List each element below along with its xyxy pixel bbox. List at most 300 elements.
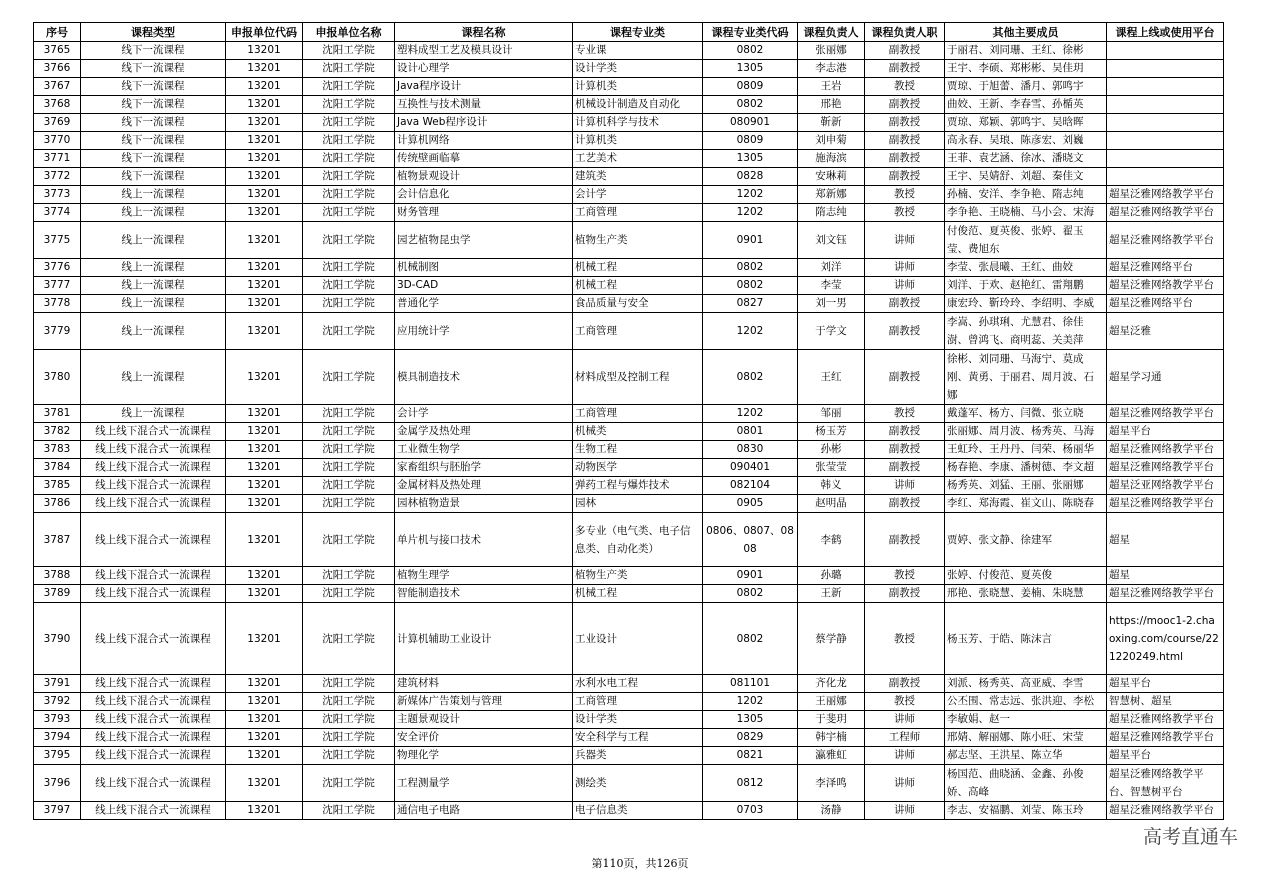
cell-unit-name: 沈阳工学院 <box>303 114 395 132</box>
cell-major-code: 0802 <box>703 277 798 295</box>
cell-major-code: 0802 <box>703 350 798 405</box>
cell-unit-name: 沈阳工学院 <box>303 222 395 259</box>
cell-platform: 超星泛雅网络平台 <box>1107 295 1224 313</box>
cell-unit-code: 13201 <box>226 802 303 820</box>
cell-course-name: 建筑材料 <box>395 675 573 693</box>
header-members: 其他主要成员 <box>945 23 1107 42</box>
cell-major-code: 0809 <box>703 132 798 150</box>
cell-platform: https://mooc1-2.chaoxing.com/course/221220249.html <box>1107 603 1224 675</box>
cell-leader-title: 教授 <box>865 603 945 675</box>
cell-leader-title: 教授 <box>865 78 945 96</box>
cell-seq: 3796 <box>34 765 81 802</box>
cell-platform <box>1107 96 1224 114</box>
cell-course-name: 安全评价 <box>395 729 573 747</box>
cell-course-type: 线上一流课程 <box>81 277 226 295</box>
cell-platform <box>1107 168 1224 186</box>
header-unit-name: 申报单位名称 <box>303 23 395 42</box>
cell-major-code: 0827 <box>703 295 798 313</box>
cell-leader-title: 副教授 <box>865 459 945 477</box>
header-course-name: 课程名称 <box>395 23 573 42</box>
cell-unit-code: 13201 <box>226 585 303 603</box>
cell-course-type: 线上一流课程 <box>81 186 226 204</box>
cell-platform: 超星泛雅网络教学平台 <box>1107 802 1224 820</box>
cell-major-class: 计算机类 <box>573 78 703 96</box>
cell-unit-code: 13201 <box>226 350 303 405</box>
cell-leader-title: 教授 <box>865 204 945 222</box>
cell-major-code: 0802 <box>703 96 798 114</box>
cell-major-code: 0801 <box>703 423 798 441</box>
cell-major-class: 园林 <box>573 495 703 513</box>
cell-course-name: 会计学 <box>395 405 573 423</box>
cell-seq: 3774 <box>34 204 81 222</box>
cell-members: 李志、安福鹏、刘莹、陈玉玲 <box>945 802 1107 820</box>
cell-course-type: 线上线下混合式一流课程 <box>81 675 226 693</box>
cell-course-type: 线下一流课程 <box>81 150 226 168</box>
cell-unit-code: 13201 <box>226 693 303 711</box>
cell-course-name: 通信电子电路 <box>395 802 573 820</box>
cell-unit-code: 13201 <box>226 259 303 277</box>
cell-leader: 刘文钰 <box>798 222 865 259</box>
cell-course-type: 线上线下混合式一流课程 <box>81 477 226 495</box>
cell-unit-code: 13201 <box>226 222 303 259</box>
cell-course-name: 互换性与技术测量 <box>395 96 573 114</box>
cell-unit-code: 13201 <box>226 441 303 459</box>
table-row <box>34 42 1224 60</box>
cell-unit-code: 13201 <box>226 186 303 204</box>
cell-unit-code: 13201 <box>226 114 303 132</box>
cell-unit-code: 13201 <box>226 477 303 495</box>
cell-leader: 杨玉芳 <box>798 423 865 441</box>
cell-seq: 3794 <box>34 729 81 747</box>
cell-seq: 3770 <box>34 132 81 150</box>
cell-course-name: 普通化学 <box>395 295 573 313</box>
cell-leader: 赵明晶 <box>798 495 865 513</box>
cell-major-class: 专业课 <box>573 42 703 60</box>
cell-unit-name: 沈阳工学院 <box>303 693 395 711</box>
cell-leader: 张莹莹 <box>798 459 865 477</box>
cell-unit-name: 沈阳工学院 <box>303 711 395 729</box>
cell-course-type: 线下一流课程 <box>81 132 226 150</box>
cell-seq: 3787 <box>34 513 81 567</box>
cell-course-name: 应用统计学 <box>395 313 573 350</box>
cell-unit-name: 沈阳工学院 <box>303 277 395 295</box>
table-row <box>34 204 1224 222</box>
cell-major-class: 弹药工程与爆炸技术 <box>573 477 703 495</box>
cell-leader-title: 讲师 <box>865 259 945 277</box>
cell-course-type: 线上一流课程 <box>81 295 226 313</box>
cell-members: 邢婧、解丽娜、陈小旺、宋莹 <box>945 729 1107 747</box>
cell-platform <box>1107 78 1224 96</box>
cell-leader: 王新 <box>798 585 865 603</box>
cell-seq: 3788 <box>34 567 81 585</box>
cell-major-class: 材料成型及控制工程 <box>573 350 703 405</box>
cell-seq: 3768 <box>34 96 81 114</box>
cell-leader-title: 教授 <box>865 567 945 585</box>
cell-major-class: 工商管理 <box>573 204 703 222</box>
cell-course-type: 线上一流课程 <box>81 222 226 259</box>
cell-course-type: 线上一流课程 <box>81 313 226 350</box>
cell-major-code: 1305 <box>703 150 798 168</box>
cell-leader: 李鹤 <box>798 513 865 567</box>
cell-platform: 超星泛雅网络教学平台 <box>1107 277 1224 295</box>
cell-course-name: 物理化学 <box>395 747 573 765</box>
cell-course-type: 线上线下混合式一流课程 <box>81 441 226 459</box>
cell-platform: 超星平台 <box>1107 675 1224 693</box>
cell-platform: 超星泛雅网络教学平台 <box>1107 405 1224 423</box>
cell-leader: 张丽娜 <box>798 42 865 60</box>
cell-major-class: 建筑类 <box>573 168 703 186</box>
cell-leader: 李泽鸣 <box>798 765 865 802</box>
cell-leader-title: 工程师 <box>865 729 945 747</box>
table-row <box>34 114 1224 132</box>
cell-unit-code: 13201 <box>226 78 303 96</box>
header-unit-code: 申报单位代码 <box>226 23 303 42</box>
cell-seq: 3776 <box>34 259 81 277</box>
cell-course-name: 机械制图 <box>395 259 573 277</box>
cell-members: 刘洋、于欢、赵艳红、雷翔鹏 <box>945 277 1107 295</box>
cell-unit-code: 13201 <box>226 42 303 60</box>
cell-major-code: 0821 <box>703 747 798 765</box>
cell-course-name: 会计信息化 <box>395 186 573 204</box>
cell-major-class: 机械设计制造及自动化 <box>573 96 703 114</box>
cell-course-name: 金属学及热处理 <box>395 423 573 441</box>
cell-unit-name: 沈阳工学院 <box>303 423 395 441</box>
table-row <box>34 96 1224 114</box>
cell-seq: 3781 <box>34 405 81 423</box>
cell-seq: 3793 <box>34 711 81 729</box>
cell-seq: 3779 <box>34 313 81 350</box>
cell-leader: 刘一男 <box>798 295 865 313</box>
cell-platform: 超星学习通 <box>1107 350 1224 405</box>
table-row <box>34 60 1224 78</box>
cell-members: 张婷、付俊范、夏英俊 <box>945 567 1107 585</box>
table-row <box>34 186 1224 204</box>
cell-major-class: 工商管理 <box>573 313 703 350</box>
cell-leader-title: 讲师 <box>865 277 945 295</box>
cell-major-code: 0806、0807、0808 <box>703 513 798 567</box>
cell-members: 王宇、李硕、郑彬彬、吴佳玥 <box>945 60 1107 78</box>
cell-leader: 瀛雅虹 <box>798 747 865 765</box>
cell-leader: 隋志纯 <box>798 204 865 222</box>
cell-leader: 李莹 <box>798 277 865 295</box>
cell-major-code: 0802 <box>703 259 798 277</box>
cell-major-class: 兵器类 <box>573 747 703 765</box>
header-major-code: 课程专业类代码 <box>703 23 798 42</box>
table-row <box>34 675 1224 693</box>
cell-unit-name: 沈阳工学院 <box>303 477 395 495</box>
cell-leader: 施海滨 <box>798 150 865 168</box>
cell-seq: 3766 <box>34 60 81 78</box>
cell-course-type: 线上线下混合式一流课程 <box>81 513 226 567</box>
cell-major-class: 测绘类 <box>573 765 703 802</box>
cell-leader-title: 副教授 <box>865 114 945 132</box>
header-major-class: 课程专业类 <box>573 23 703 42</box>
cell-course-name: 植物生理学 <box>395 567 573 585</box>
cell-platform: 超星 <box>1107 513 1224 567</box>
cell-major-code: 080901 <box>703 114 798 132</box>
cell-platform: 超星泛雅网络教学平台 <box>1107 711 1224 729</box>
cell-unit-code: 13201 <box>226 675 303 693</box>
cell-seq: 3783 <box>34 441 81 459</box>
cell-major-code: 0829 <box>703 729 798 747</box>
table-row <box>34 729 1224 747</box>
cell-course-type: 线上线下混合式一流课程 <box>81 495 226 513</box>
cell-unit-name: 沈阳工学院 <box>303 459 395 477</box>
cell-unit-name: 沈阳工学院 <box>303 513 395 567</box>
cell-course-name: 家畜组织与胚胎学 <box>395 459 573 477</box>
cell-major-code: 1305 <box>703 60 798 78</box>
cell-seq: 3790 <box>34 603 81 675</box>
cell-members: 李嵩、孙琪琍、尤慧君、徐佳澍、曾鸿飞、商明蕊、关美萍 <box>945 313 1107 350</box>
cell-major-class: 植物生产类 <box>573 567 703 585</box>
cell-members: 李敏娟、赵一 <box>945 711 1107 729</box>
cell-course-name: 植物景观设计 <box>395 168 573 186</box>
cell-members: 杨国范、曲晓涵、金鑫、孙俊娇、高峰 <box>945 765 1107 802</box>
cell-unit-code: 13201 <box>226 60 303 78</box>
cell-course-name: 模具制造技术 <box>395 350 573 405</box>
cell-members: 公丕围、常志远、张洪迎、李松 <box>945 693 1107 711</box>
cell-unit-code: 13201 <box>226 132 303 150</box>
cell-members: 杨春艳、李康、潘树德、李文超 <box>945 459 1107 477</box>
cell-course-name: 设计心理学 <box>395 60 573 78</box>
cell-platform: 超星泛雅网络教学平台 <box>1107 222 1224 259</box>
cell-course-type: 线下一流课程 <box>81 78 226 96</box>
table-row <box>34 168 1224 186</box>
table-row <box>34 585 1224 603</box>
page-number: 第110页，共126页 <box>591 857 689 870</box>
table-row <box>34 567 1224 585</box>
cell-leader: 刘申菊 <box>798 132 865 150</box>
cell-seq: 3782 <box>34 423 81 441</box>
cell-leader: 汤静 <box>798 802 865 820</box>
cell-leader-title: 副教授 <box>865 441 945 459</box>
cell-leader: 孙璐 <box>798 567 865 585</box>
cell-members: 付俊范、夏英俊、张婷、翟玉莹、费旭东 <box>945 222 1107 259</box>
cell-major-class: 食品质量与安全 <box>573 295 703 313</box>
cell-leader: 王丽娜 <box>798 693 865 711</box>
table-row <box>34 495 1224 513</box>
cell-course-type: 线上线下混合式一流课程 <box>81 585 226 603</box>
cell-major-class: 工艺美术 <box>573 150 703 168</box>
cell-course-type: 线上一流课程 <box>81 204 226 222</box>
cell-major-code: 0828 <box>703 168 798 186</box>
cell-members: 孙楠、安洋、李争艳、隋志纯 <box>945 186 1107 204</box>
cell-leader: 靳新 <box>798 114 865 132</box>
cell-platform: 超星泛雅网络平台 <box>1107 259 1224 277</box>
cell-leader: 郑新娜 <box>798 186 865 204</box>
cell-course-name: 主题景观设计 <box>395 711 573 729</box>
cell-course-name: 园艺植物昆虫学 <box>395 222 573 259</box>
cell-unit-name: 沈阳工学院 <box>303 729 395 747</box>
cell-platform <box>1107 132 1224 150</box>
cell-course-name: 传统壁画临摹 <box>395 150 573 168</box>
cell-members: 曲姣、王新、李春雪、孙楯英 <box>945 96 1107 114</box>
cell-leader-title: 副教授 <box>865 168 945 186</box>
cell-major-class: 工业设计 <box>573 603 703 675</box>
cell-course-type: 线上一流课程 <box>81 350 226 405</box>
cell-unit-code: 13201 <box>226 765 303 802</box>
cell-course-type: 线下一流课程 <box>81 168 226 186</box>
cell-major-class: 设计学类 <box>573 60 703 78</box>
cell-major-class: 机械工程 <box>573 585 703 603</box>
cell-platform <box>1107 42 1224 60</box>
cell-major-class: 多专业（电气类、电子信息类、自动化类） <box>573 513 703 567</box>
cell-seq: 3791 <box>34 675 81 693</box>
cell-major-code: 0703 <box>703 802 798 820</box>
cell-course-type: 线上线下混合式一流课程 <box>81 765 226 802</box>
cell-members: 戴蓬军、杨方、闫微、张立晓 <box>945 405 1107 423</box>
cell-seq: 3795 <box>34 747 81 765</box>
cell-course-type: 线上一流课程 <box>81 405 226 423</box>
cell-unit-name: 沈阳工学院 <box>303 495 395 513</box>
table-row <box>34 259 1224 277</box>
table-row <box>34 711 1224 729</box>
cell-platform: 超星泛雅网络教学平台 <box>1107 186 1224 204</box>
cell-major-code: 1202 <box>703 313 798 350</box>
cell-unit-code: 13201 <box>226 96 303 114</box>
table-row <box>34 277 1224 295</box>
cell-platform: 超星泛亚网络教学平台 <box>1107 477 1224 495</box>
cell-course-name: 3D-CAD <box>395 277 573 295</box>
cell-course-name: Java Web程序设计 <box>395 114 573 132</box>
table-row <box>34 441 1224 459</box>
cell-leader-title: 副教授 <box>865 132 945 150</box>
watermark-text: 高考直通车 <box>1143 826 1239 848</box>
cell-course-name: 塑料成型工艺及模具设计 <box>395 42 573 60</box>
cell-unit-name: 沈阳工学院 <box>303 60 395 78</box>
table-row <box>34 78 1224 96</box>
cell-unit-code: 13201 <box>226 711 303 729</box>
cell-major-code: 0802 <box>703 42 798 60</box>
cell-unit-code: 13201 <box>226 747 303 765</box>
cell-course-name: 工程测量学 <box>395 765 573 802</box>
cell-seq: 3780 <box>34 350 81 405</box>
cell-major-code: 1202 <box>703 204 798 222</box>
cell-unit-name: 沈阳工学院 <box>303 765 395 802</box>
cell-major-class: 机械工程 <box>573 259 703 277</box>
cell-seq: 3789 <box>34 585 81 603</box>
cell-leader-title: 副教授 <box>865 42 945 60</box>
cell-members: 王虹玲、王丹丹、闫荣、杨丽华 <box>945 441 1107 459</box>
cell-course-type: 线上线下混合式一流课程 <box>81 567 226 585</box>
cell-platform <box>1107 150 1224 168</box>
cell-seq: 3767 <box>34 78 81 96</box>
cell-unit-code: 13201 <box>226 405 303 423</box>
cell-major-class: 安全科学与工程 <box>573 729 703 747</box>
cell-major-code: 0812 <box>703 765 798 802</box>
cell-members: 康宏玲、靳玲玲、李绍明、李威 <box>945 295 1107 313</box>
cell-major-class: 工商管理 <box>573 693 703 711</box>
cell-seq: 3777 <box>34 277 81 295</box>
cell-platform: 超星泛雅网络教学平台 <box>1107 204 1224 222</box>
cell-major-code: 0830 <box>703 441 798 459</box>
cell-course-name: 工业微生物学 <box>395 441 573 459</box>
cell-members: 贾琼、于旭蕾、潘月、郭鸣宇 <box>945 78 1107 96</box>
cell-unit-code: 13201 <box>226 603 303 675</box>
cell-unit-name: 沈阳工学院 <box>303 78 395 96</box>
table-row <box>34 222 1224 259</box>
cell-course-type: 线上线下混合式一流课程 <box>81 802 226 820</box>
cell-course-type: 线上线下混合式一流课程 <box>81 711 226 729</box>
cell-leader-title: 副教授 <box>865 150 945 168</box>
cell-course-type: 线上线下混合式一流课程 <box>81 459 226 477</box>
cell-leader-title: 副教授 <box>865 675 945 693</box>
cell-major-code: 0901 <box>703 567 798 585</box>
cell-leader: 韩宇楠 <box>798 729 865 747</box>
cell-major-class: 会计学 <box>573 186 703 204</box>
cell-leader-title: 副教授 <box>865 350 945 405</box>
cell-major-class: 机械类 <box>573 423 703 441</box>
cell-unit-code: 13201 <box>226 423 303 441</box>
cell-major-class: 机械工程 <box>573 277 703 295</box>
cell-unit-name: 沈阳工学院 <box>303 585 395 603</box>
cell-unit-code: 13201 <box>226 513 303 567</box>
cell-leader-title: 讲师 <box>865 765 945 802</box>
cell-major-class: 计算机类 <box>573 132 703 150</box>
cell-leader-title: 副教授 <box>865 513 945 567</box>
cell-unit-name: 沈阳工学院 <box>303 313 395 350</box>
cell-major-code: 1202 <box>703 405 798 423</box>
cell-unit-name: 沈阳工学院 <box>303 42 395 60</box>
cell-members: 郝志坚、王洪星、陈立华 <box>945 747 1107 765</box>
cell-platform <box>1107 60 1224 78</box>
cell-course-type: 线下一流课程 <box>81 60 226 78</box>
cell-course-type: 线下一流课程 <box>81 96 226 114</box>
cell-platform: 超星泛雅 <box>1107 313 1224 350</box>
cell-unit-name: 沈阳工学院 <box>303 96 395 114</box>
cell-members: 杨秀英、刘猛、王丽、张丽娜 <box>945 477 1107 495</box>
cell-platform: 超星泛雅网络教学平台 <box>1107 729 1224 747</box>
table-header <box>34 23 1224 42</box>
cell-course-type: 线上一流课程 <box>81 259 226 277</box>
cell-leader-title: 讲师 <box>865 222 945 259</box>
table-row <box>34 603 1224 675</box>
cell-unit-code: 13201 <box>226 567 303 585</box>
cell-leader-title: 教授 <box>865 405 945 423</box>
cell-leader: 王岩 <box>798 78 865 96</box>
cell-members: 李莹、张晨曦、王红、曲姣 <box>945 259 1107 277</box>
cell-course-name: 园林植物造景 <box>395 495 573 513</box>
cell-leader-title: 讲师 <box>865 802 945 820</box>
cell-seq: 3773 <box>34 186 81 204</box>
cell-leader-title: 讲师 <box>865 477 945 495</box>
cell-unit-name: 沈阳工学院 <box>303 204 395 222</box>
table-row <box>34 513 1224 567</box>
cell-seq: 3792 <box>34 693 81 711</box>
cell-leader: 邹丽 <box>798 405 865 423</box>
cell-unit-code: 13201 <box>226 150 303 168</box>
cell-leader-title: 副教授 <box>865 96 945 114</box>
cell-platform: 超星 <box>1107 567 1224 585</box>
cell-major-class: 水利水电工程 <box>573 675 703 693</box>
table-row <box>34 313 1224 350</box>
cell-leader-title: 副教授 <box>865 313 945 350</box>
course-table <box>33 22 1224 820</box>
cell-major-code: 1305 <box>703 711 798 729</box>
cell-leader-title: 副教授 <box>865 495 945 513</box>
cell-major-code: 1202 <box>703 186 798 204</box>
cell-unit-name: 沈阳工学院 <box>303 186 395 204</box>
cell-members: 于丽君、刘同珊、王红、徐彬 <box>945 42 1107 60</box>
cell-platform: 超星平台 <box>1107 423 1224 441</box>
cell-unit-name: 沈阳工学院 <box>303 747 395 765</box>
cell-leader: 邢艳 <box>798 96 865 114</box>
cell-platform: 超星泛雅网络教学平台 <box>1107 459 1224 477</box>
cell-course-type: 线上线下混合式一流课程 <box>81 747 226 765</box>
cell-leader: 于斐玥 <box>798 711 865 729</box>
cell-course-type: 线下一流课程 <box>81 114 226 132</box>
cell-leader: 蔡学静 <box>798 603 865 675</box>
